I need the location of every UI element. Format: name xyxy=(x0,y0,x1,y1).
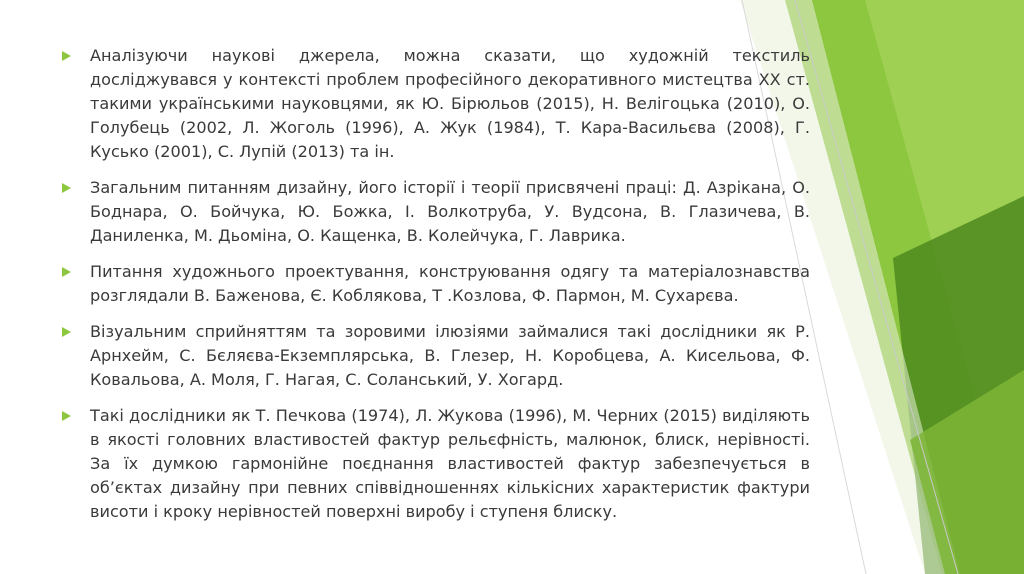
list-item xyxy=(62,260,810,308)
bullet-text: Аналізуючи наукові джерела, можна сказати, що художній текстиль досліджувався у контексті проблем професійного декоративного мистецтва ХХ ст. такими українськими науковцями, як Ю. Бірюльов (2015), Н. Велігоцька (2010), О. Голубець (2002, Л. Жоголь (1996), А. Жук (1984), Т. Кара-Васильєва (2008), Г. Кусько (2001), С. Лупій (2013) та ін. xyxy=(90,46,810,161)
bullet-text: Візуальним сприйняттям та зоровими ілюзіями займалися такі дослідники як Р. Арнхейм, С. Бєляєва-Екземплярська, В. Глезер, Н. Коробцева, А. Кисельова, Ф. Ковальова, А. Моля, Г. Нагая, С. Соланський, У. Хогард. xyxy=(90,322,810,389)
triangle-right-icon xyxy=(62,51,71,61)
bullet-text: Загальним питанням дизайну, його історії і теорії присвячені праці: Д. Азрікана, О. Боднара, О. Бойчука, Ю. Божка, І. Волкотруба, У. Вудсона, В. Глазичева, В. Даниленка, М. Дьоміна, О. Кащенка, В. Колейчука, Г. Лаврика. xyxy=(90,178,810,245)
triangle-right-icon xyxy=(62,183,71,193)
list-item xyxy=(62,320,810,392)
triangle-right-icon xyxy=(62,327,71,337)
triangle-right-icon xyxy=(62,411,71,421)
list-item xyxy=(62,404,810,524)
bullet-text: Такі дослідники як Т. Печкова (1974), Л. Жукова (1996), М. Черних (2015) виділяють в якості головних властивостей фактур рельєфність, малюнок, блиск, нерівності. За їх думкою гармонійне поєднання властивостей фактур забезпечується в об’єктах дизайну при певних співвідношеннях кількісних характеристик фактури висоти і кроку нерівностей поверхні виробу і ступеня блиску. xyxy=(90,406,810,521)
list-item xyxy=(62,44,810,164)
triangle-right-icon xyxy=(62,267,71,277)
bullet-text: Питання художнього проектування, конструювання одягу та матеріалознавства розглядали В. Баженова, Є. Коблякова, Т .Козлова, Ф. Пармон, М. Сухарєва. xyxy=(90,262,810,305)
bullet-list xyxy=(62,44,810,536)
list-item xyxy=(62,176,810,248)
